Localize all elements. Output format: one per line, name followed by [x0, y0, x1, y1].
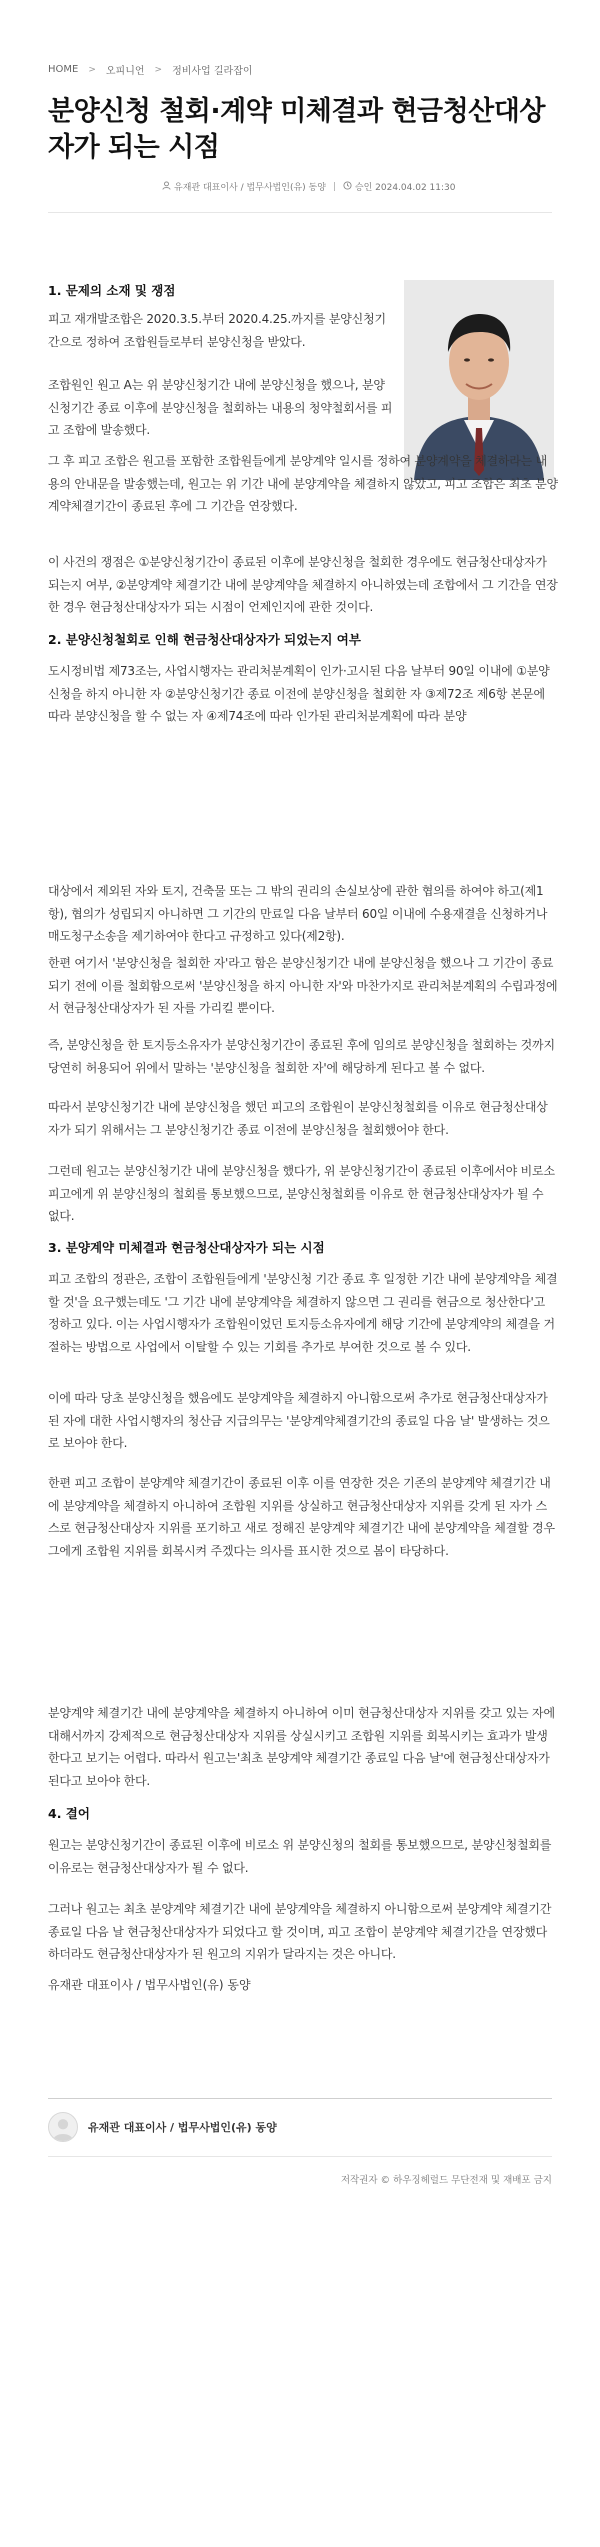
copyright-notice: 저작권자 © 하우징헤럴드 무단전재 및 재배포 금지 [340, 2175, 552, 2186]
article-byline[interactable]: 유재관 대표이사 / 법무사법인(유) 동양 [174, 183, 326, 193]
breadcrumb-section[interactable]: 정비사업 길라잡이 [172, 66, 253, 77]
header-divider [48, 212, 552, 213]
section-heading-3: 3. 분양계약 미체결과 현금청산대상자가 되는 시점 [48, 1240, 325, 1255]
paragraph: 한편 피고 조합이 분양계약 체결기간이 종료된 이후 이를 연장한 것은 기존의 분양계약 체결기간 내에 분양계약을 체결하지 아니하여 조합원 지위를 상실하고 현금청산대상자 지위를 갖게 된 자가 스스로 현금청산대상자 지위를 포기하고 새로 정해진 분양계약 체결기간 내에 분양계약을 체결할 경우 그에게 조합원 지위를 회복시켜 주겠다는 의사를 표시한 것으로 봄이 타당하다. [48, 1476, 555, 1558]
person-icon [162, 181, 171, 193]
paragraph: 분양계약 체결기간 내에 분양계약을 체결하지 아니하여 이미 현금청산대상자 지위를 갖고 있는 자에 대해서까지 강제적으로 현금청산대상자 지위를 상실시키고 조합원 지위를 회복시키는 효과가 발생한다고 보기는 어렵다. 따라서 원고는'최초 분양계약 체결기간 종료일 다음 날'에 현금청산대상자가 된다고 보아야 한다. [48, 1706, 555, 1788]
avatar [48, 2112, 78, 2142]
section-heading-1: 1. 문제의 소재 및 쟁점 [48, 283, 176, 298]
paragraph: 조합원인 원고 A는 위 분양신청기간 내에 분양신청을 했으나, 분양신청기간 종료 이후에 분양신청을 철회하는 내용의 청약철회서를 피고 조합에 발송했다. [48, 378, 393, 437]
paragraph: 그 후 피고 조합은 원고를 포함한 조합원들에게 분양계약 일시를 정하여 분양계약을 체결하라는 내용의 안내문을 발송했는데, 원고는 위 기간 내에 분양계약을 체결하지 않았고, 피고 조합은 최초 분양계약체결기간이 종료된 후에 그 기간을 연장했다. [48, 454, 558, 513]
article-signature: 유재관 대표이사 / 법무사법인(유) 동양 [48, 1978, 251, 1992]
section-heading-4: 4. 결어 [48, 1806, 90, 1821]
paragraph: 피고 조합의 정관은, 조합이 조합원들에게 '분양신청 기간 종료 후 일정한 기간 내에 분양계약을 체결할 것'을 요구했는데도 '그 기간 내에 분양계약을 체결하지 않으면 그 권리를 현금으로 청산한다'고 정하고 있다. 이는 사업시행자가 조합원이었던 토지등소유자에게 해당 기간에 분양계약의 체결을 거절하는 방법으로 사업에서 이탈할 수 있는 기회를 추가로 부여한 것으로 볼 수 있다. [48, 1272, 558, 1354]
article-date: 승인 2024.04.02 11:30 [354, 183, 456, 193]
paragraph: 이에 따라 당초 분양신청을 했음에도 분양계약을 체결하지 아니함으로써 추가로 현금청산대상자가 된 자에 대한 사업시행자의 청산금 지급의무는 '분양계약체결기간의 종료일 다음 날' 발생하는 것으로 보아야 한다. [48, 1391, 550, 1450]
paragraph: 피고 재개발조합은 2020.3.5.부터 2020.4.25.까지를 분양신청기간으로 정하여 조합원들로부터 분양신청을 받았다. [48, 312, 386, 349]
paragraph: 원고는 분양신청기간이 종료된 이후에 비로소 위 분양신청의 철회를 통보했으므로, 분양신청철회를 이유로는 현금청산대상자가 될 수 없다. [48, 1838, 552, 1875]
author-box[interactable] [48, 2112, 277, 2142]
article-meta [162, 180, 456, 193]
author-name[interactable]: 유재관 대표이사 / 법무사법인(유) 동양 [88, 2121, 277, 2134]
paragraph: 이 사건의 쟁점은 ①분양신청기간이 종료된 이후에 분양신청을 철회한 경우에도 현금청산대상자가 되는지 여부, ②분양계약 체결기간 내에 분양계약을 체결하지 아니하였는데 조합에서 그 기간을 연장한 경우 현금청산대상자가 되는 시점이 언제인지에 관한 것이다. [48, 555, 558, 614]
paragraph: 즉, 분양신청을 한 토지등소유자가 분양신청기간이 종료된 후에 임의로 분양신청을 철회하는 것까지 당연히 허용되어 위에서 말하는 '분양신청을 철회한 자'에 해당하게 된다고 볼 수 없다. [48, 1038, 555, 1075]
chevron-right-icon: > [88, 64, 96, 75]
paragraph: 대상에서 제외된 자와 토지, 건축물 또는 그 밖의 권리의 손실보상에 관한 협의를 하여야 하고(제1항), 협의가 성립되지 아니하면 그 기간의 만료일 다음 날부터 60일 이내에 수용재결을 신청하거나 매도청구소송을 제기하여야 한다고 규정하고 있다(제2항). [48, 884, 548, 943]
paragraph: 한편 여기서 '분양신청을 철회한 자'라고 함은 분양신청기간 내에 분양신청을 했으나 그 기간이 종료되기 전에 이를 철회함으로써 '분양신청을 하지 아니한 자'와 마찬가지로 관리처분계획의 수립과정에서 현금청산대상자가 된 자를 가리킬 뿐이다. [48, 956, 558, 1015]
clock-icon [343, 181, 352, 193]
section-heading-2: 2. 분양신청철회로 인해 현금청산대상자가 되었는지 여부 [48, 632, 361, 647]
paragraph: 따라서 분양신청기간 내에 분양신청을 했던 피고의 조합원이 분양신청철회를 이유로 현금청산대상자가 되기 위해서는 그 분양신청기간 종료 이전에 분양신청을 철회했어야 한다. [48, 1100, 548, 1137]
breadcrumb [48, 62, 253, 77]
paragraph: 그런데 원고는 분양신청기간 내에 분양신청을 했다가, 위 분양신청기간이 종료된 이후에서야 비로소 피고에게 위 분양신청의 철회를 통보했으므로, 분양신청철회를 이유로 한 현금청산대상자가 될 수 없다. [48, 1164, 555, 1223]
article-title: 분양신청 철회·계약 미체결과 현금청산대상자가 되는 시점 [48, 96, 545, 163]
footer-divider [48, 2156, 552, 2157]
author-divider [48, 2098, 552, 2099]
breadcrumb-home[interactable]: HOME [48, 64, 79, 75]
paragraph: 도시정비법 제73조는, 사업시행자는 관리처분계획이 인가·고시된 다음 날부터 90일 이내에 ①분양신청을 하지 아니한 자 ②분양신청기간 종료 이전에 분양신청을 철회한 자 ③제72조 제6항 본문에 따라 분양신청을 할 수 없는 자 ④제74조에 따라 인가된 관리처분계획에 따라 분양 [48, 664, 550, 723]
chevron-right-icon: > [154, 64, 163, 75]
breadcrumb-opinion[interactable]: 오피니언 [105, 66, 145, 77]
paragraph: 그러나 원고는 최초 분양계약 체결기간 내에 분양계약을 체결하지 아니함으로써 분양계약 체결기간 종료일 다음 날 현금청산대상자가 되었다고 할 것이며, 피고 조합이 분양계약 체결기간을 연장했다 하더라도 현금청산대상자가 된 원고의 지위가 달라지는 것은 아니다. [48, 1902, 552, 1961]
meta-divider [334, 182, 335, 191]
